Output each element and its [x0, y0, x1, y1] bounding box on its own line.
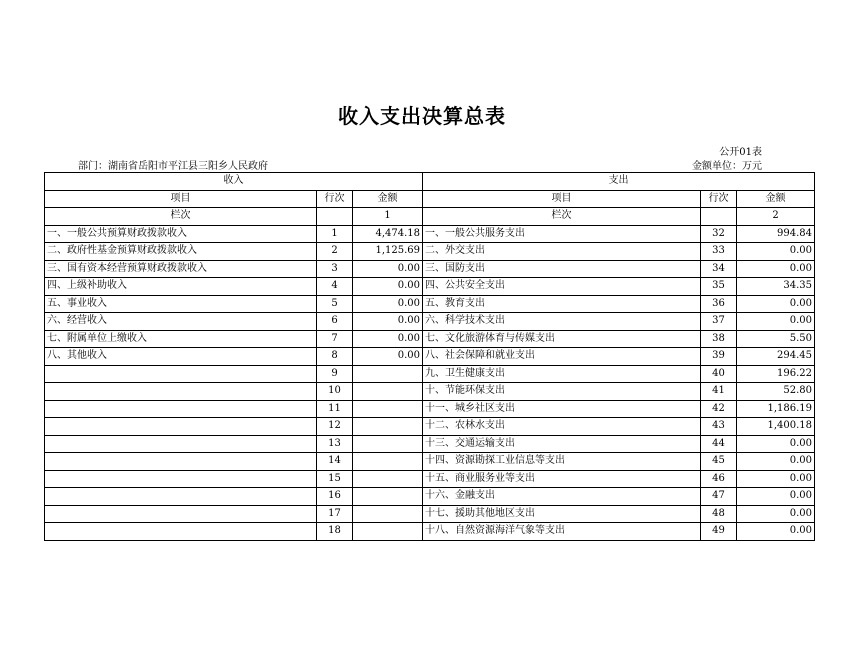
income-item-cell: [45, 418, 317, 436]
income-item-cell: 八、其他收入: [45, 348, 317, 366]
expense-column-label: 栏次: [423, 208, 701, 226]
expense-item-cell: 十三、交通运输支出: [423, 435, 701, 453]
expense-line-cell: 49: [701, 523, 737, 541]
expense-item-cell: 一、一般公共服务支出: [423, 225, 701, 243]
summary-table: [44, 172, 815, 541]
income-item-cell: [45, 453, 317, 471]
expense-amount-cell: 994.84: [737, 225, 815, 243]
expense-item-cell: 八、社会保障和就业支出: [423, 348, 701, 366]
expense-amount-cell: 0.00: [737, 295, 815, 313]
income-line-cell: 14: [317, 453, 353, 471]
page-title: 收入支出决算总表: [338, 104, 506, 128]
income-amount-cell: [353, 365, 423, 383]
table-row: [45, 365, 815, 383]
expense-item-cell: 三、国防支出: [423, 260, 701, 278]
income-line-cell: 7: [317, 330, 353, 348]
expense-item-cell: 九、卫生健康支出: [423, 365, 701, 383]
income-amount-cell: [353, 400, 423, 418]
expense-item-cell: 十六、金融支出: [423, 488, 701, 506]
table-row: [45, 453, 815, 471]
income-item-cell: 五、事业收入: [45, 295, 317, 313]
income-amount-header: 金额: [353, 190, 423, 208]
department-label: 部门：湖南省岳阳市平江县三阳乡人民政府: [78, 161, 268, 172]
table-row: [45, 330, 815, 348]
expense-line-cell: 39: [701, 348, 737, 366]
income-amount-cell: 0.00: [353, 278, 423, 296]
expense-line-blank: [701, 208, 737, 226]
income-line-cell: 2: [317, 243, 353, 261]
expense-line-cell: 48: [701, 505, 737, 523]
expense-line-cell: 43: [701, 418, 737, 436]
expense-line-cell: 44: [701, 435, 737, 453]
income-item-cell: [45, 523, 317, 541]
income-line-cell: 17: [317, 505, 353, 523]
income-line-cell: 16: [317, 488, 353, 506]
expense-amount-header: 金额: [737, 190, 815, 208]
expense-line-cell: 35: [701, 278, 737, 296]
table-row: [45, 505, 815, 523]
table-row: [45, 470, 815, 488]
expense-item-cell: 十一、城乡社区支出: [423, 400, 701, 418]
expense-item-cell: 二、外交支出: [423, 243, 701, 261]
income-amount-cell: 4,474.18: [353, 225, 423, 243]
expense-column-number: 2: [737, 208, 815, 226]
table-row: [45, 418, 815, 436]
income-amount-cell: 1,125.69: [353, 243, 423, 261]
expense-amount-cell: 5.50: [737, 330, 815, 348]
income-amount-cell: [353, 488, 423, 506]
expense-amount-cell: 1,186.19: [737, 400, 815, 418]
income-item-cell: 三、国有资本经营预算财政拨款收入: [45, 260, 317, 278]
expense-item-cell: 十五、商业服务业等支出: [423, 470, 701, 488]
form-number: 公开01表: [719, 147, 762, 158]
expense-item-cell: 十、节能环保支出: [423, 383, 701, 401]
income-amount-cell: [353, 453, 423, 471]
expense-line-cell: 40: [701, 365, 737, 383]
expense-amount-cell: 0.00: [737, 523, 815, 541]
income-line-cell: 12: [317, 418, 353, 436]
expense-item-cell: 六、科学技术支出: [423, 313, 701, 331]
table-row: [45, 278, 815, 296]
income-amount-cell: 0.00: [353, 348, 423, 366]
income-amount-cell: [353, 505, 423, 523]
income-amount-cell: 0.00: [353, 313, 423, 331]
expense-amount-cell: 0.00: [737, 470, 815, 488]
income-item-cell: [45, 365, 317, 383]
expense-amount-cell: 0.00: [737, 243, 815, 261]
income-line-cell: 5: [317, 295, 353, 313]
expense-item-cell: 五、教育支出: [423, 295, 701, 313]
expense-amount-cell: 0.00: [737, 313, 815, 331]
income-column-number: 1: [353, 208, 423, 226]
table-row: [45, 225, 815, 243]
expense-line-cell: 32: [701, 225, 737, 243]
expense-item-header: 项目: [423, 190, 701, 208]
expense-amount-cell: 52.80: [737, 383, 815, 401]
income-amount-cell: [353, 383, 423, 401]
expense-amount-cell: 0.00: [737, 435, 815, 453]
income-item-cell: [45, 435, 317, 453]
income-line-cell: 15: [317, 470, 353, 488]
expense-amount-cell: 34.35: [737, 278, 815, 296]
income-line-cell: 18: [317, 523, 353, 541]
table-row: [45, 488, 815, 506]
table-row: [45, 435, 815, 453]
income-item-header: 项目: [45, 190, 317, 208]
income-line-cell: 3: [317, 260, 353, 278]
amount-unit-label: 金额单位：万元: [692, 161, 762, 172]
expense-amount-cell: 0.00: [737, 260, 815, 278]
income-line-cell: 8: [317, 348, 353, 366]
expense-line-cell: 37: [701, 313, 737, 331]
expense-line-cell: 46: [701, 470, 737, 488]
table-row: [45, 523, 815, 541]
expense-item-cell: 十八、自然资源海洋气象等支出: [423, 523, 701, 541]
income-column-label: 栏次: [45, 208, 317, 226]
income-item-cell: 二、政府性基金预算财政拨款收入: [45, 243, 317, 261]
table-row: [45, 260, 815, 278]
expense-line-cell: 47: [701, 488, 737, 506]
expense-line-cell: 42: [701, 400, 737, 418]
expense-line-cell: 36: [701, 295, 737, 313]
table-row: [45, 383, 815, 401]
expense-amount-cell: 294.45: [737, 348, 815, 366]
income-line-cell: 4: [317, 278, 353, 296]
expense-amount-cell: 196.22: [737, 365, 815, 383]
expense-amount-cell: 0.00: [737, 505, 815, 523]
income-item-cell: [45, 488, 317, 506]
column-header-row: [45, 190, 815, 208]
income-amount-cell: [353, 435, 423, 453]
table-row: [45, 400, 815, 418]
income-amount-cell: [353, 418, 423, 436]
expense-item-cell: 十二、农林水支出: [423, 418, 701, 436]
income-item-cell: [45, 470, 317, 488]
income-amount-cell: [353, 470, 423, 488]
income-amount-cell: 0.00: [353, 330, 423, 348]
table-row: [45, 348, 815, 366]
income-item-cell: [45, 400, 317, 418]
expense-line-cell: 33: [701, 243, 737, 261]
expense-amount-cell: 0.00: [737, 453, 815, 471]
table-row: [45, 295, 815, 313]
expense-header: 支出: [423, 173, 815, 191]
column-index-row: [45, 208, 815, 226]
table-body: [45, 173, 815, 541]
income-line-cell: 13: [317, 435, 353, 453]
income-line-blank: [317, 208, 353, 226]
expense-item-cell: 十七、援助其他地区支出: [423, 505, 701, 523]
income-item-cell: 六、经营收入: [45, 313, 317, 331]
income-item-cell: 七、附属单位上缴收入: [45, 330, 317, 348]
income-line-cell: 9: [317, 365, 353, 383]
income-line-cell: 11: [317, 400, 353, 418]
expense-item-cell: 十四、资源勘探工业信息等支出: [423, 453, 701, 471]
expense-line-cell: 38: [701, 330, 737, 348]
income-line-cell: 6: [317, 313, 353, 331]
section-header-row: [45, 173, 815, 191]
income-line-cell: 1: [317, 225, 353, 243]
expense-item-cell: 七、文化旅游体育与传媒支出: [423, 330, 701, 348]
income-item-cell: [45, 383, 317, 401]
income-amount-cell: 0.00: [353, 295, 423, 313]
expense-amount-cell: 0.00: [737, 488, 815, 506]
table-row: [45, 243, 815, 261]
income-amount-cell: [353, 523, 423, 541]
table-row: [45, 313, 815, 331]
income-line-header: 行次: [317, 190, 353, 208]
income-item-cell: 四、上级补助收入: [45, 278, 317, 296]
expense-line-cell: 45: [701, 453, 737, 471]
expense-amount-cell: 1,400.18: [737, 418, 815, 436]
income-header: 收入: [45, 173, 423, 191]
income-item-cell: [45, 505, 317, 523]
income-line-cell: 10: [317, 383, 353, 401]
expense-line-cell: 41: [701, 383, 737, 401]
income-item-cell: 一、一般公共预算财政拨款收入: [45, 225, 317, 243]
expense-line-header: 行次: [701, 190, 737, 208]
expense-item-cell: 四、公共安全支出: [423, 278, 701, 296]
expense-line-cell: 34: [701, 260, 737, 278]
income-amount-cell: 0.00: [353, 260, 423, 278]
